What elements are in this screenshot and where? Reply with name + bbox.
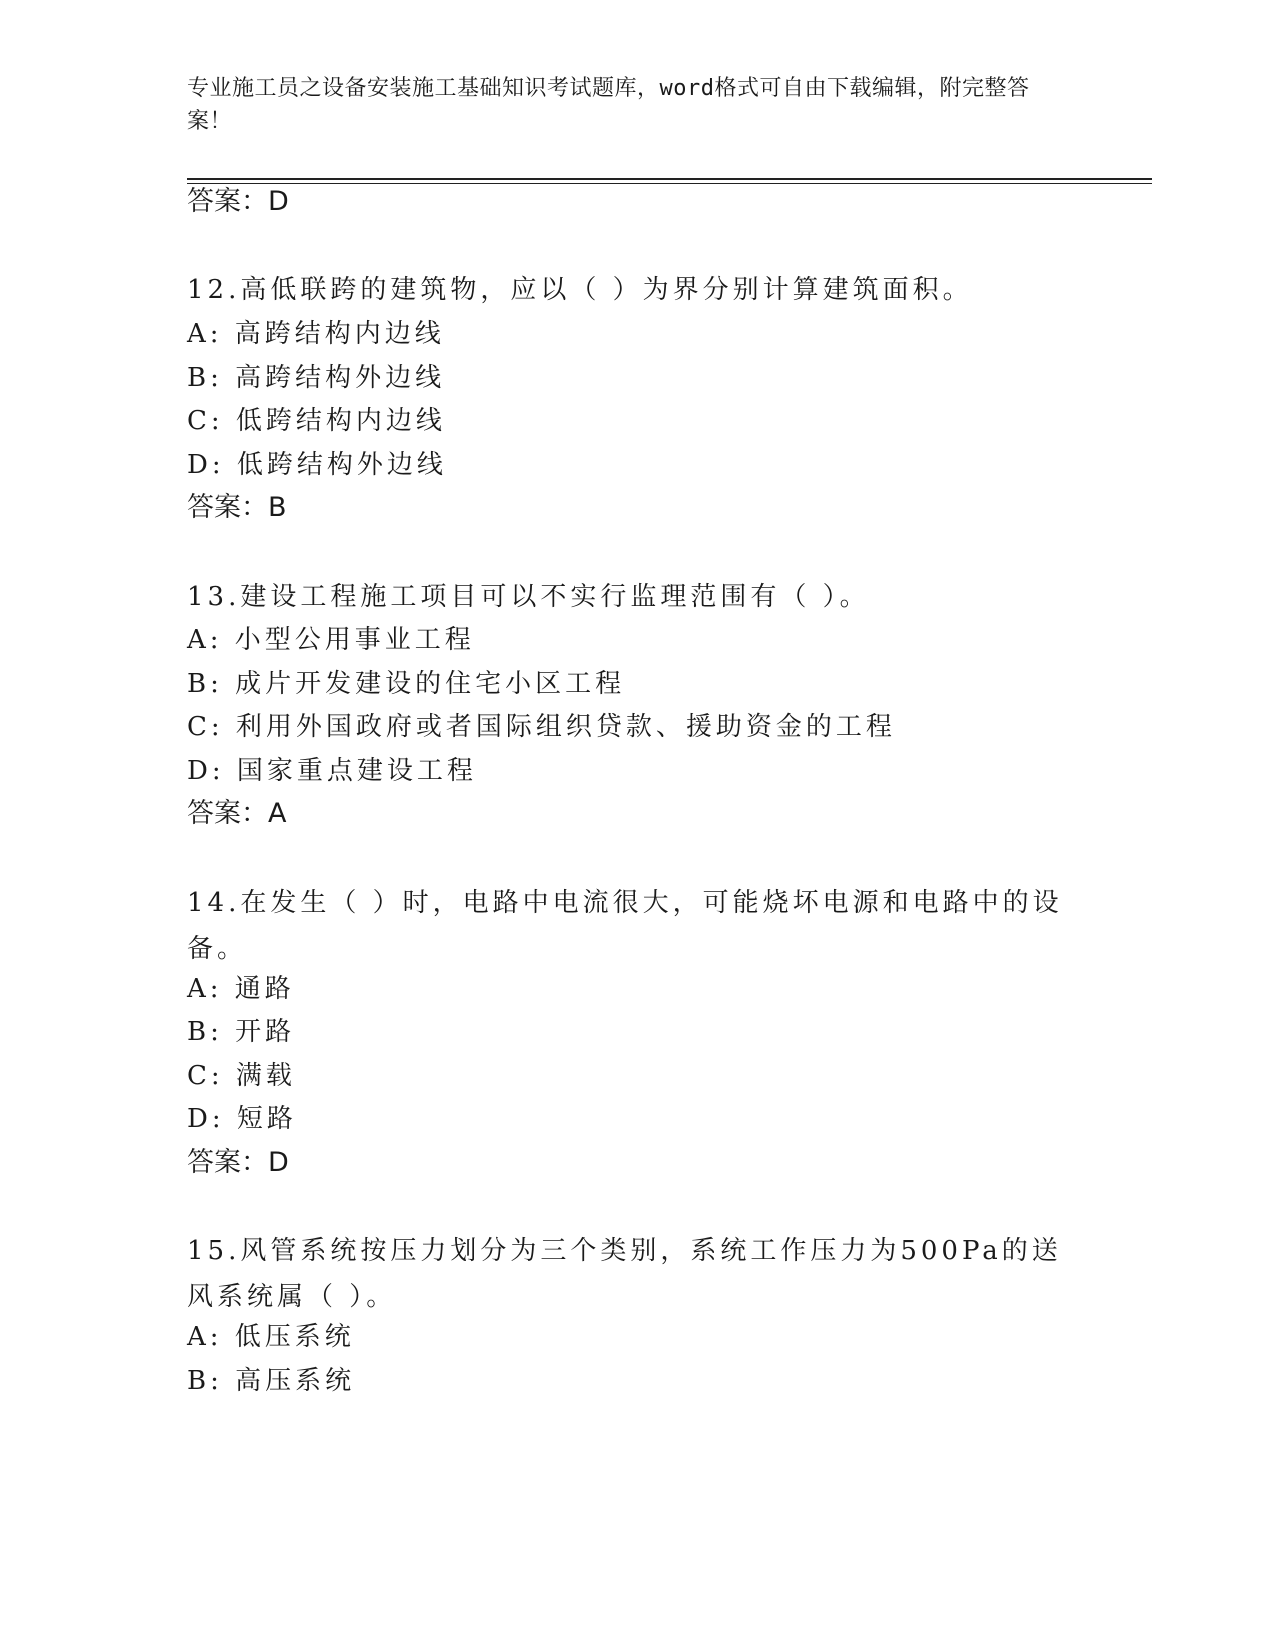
question-15-option-b: B: 高压系统 [187,1366,356,1396]
question-12-option-d: D: 低跨结构外边线 [187,450,447,480]
question-15-option-a: A: 低压系统 [187,1322,355,1352]
header-divider-thick [187,178,1152,180]
question-14-option-d: D: 短路 [187,1104,297,1134]
answer-12: 答案：B [187,492,287,523]
question-12-stem: 12.高低联跨的建筑物，应以（ ）为界分别计算建筑面积。 [187,275,973,305]
answer-13: 答案：A [187,798,287,829]
question-13-option-d: D: 国家重点建设工程 [187,756,477,786]
question-15-stem: 15.风管系统按压力划分为三个类别，系统工作压力为500Pa的送风系统属（ ）。 [187,1236,1062,1312]
question-14-option-c: C: 满载 [187,1061,296,1091]
answer-11: 答案：D [187,186,289,217]
header-divider-thin [187,183,1152,184]
question-13-option-c: C: 利用外国政府或者国际组织贷款、援助资金的工程 [187,712,896,742]
question-12-option-a: A: 高跨结构内边线 [187,319,445,349]
question-13-option-a: A: 小型公用事业工程 [187,625,475,655]
question-14-option-a: A: 通路 [187,974,295,1004]
question-14-option-b: B: 开路 [187,1017,296,1047]
question-14-stem: 14.在发生（ ）时，电路中电流很大，可能烧坏电源和电路中的设备。 [187,888,1063,964]
answer-14: 答案：D [187,1147,289,1178]
document-header: 专业施工员之设备安装施工基础知识考试题库，word格式可自由下载编辑，附完整答案！ [187,76,1030,134]
question-12-option-b: B: 高跨结构外边线 [187,363,446,393]
question-13-option-b: B: 成片开发建设的住宅小区工程 [187,669,626,699]
question-13-stem: 13.建设工程施工项目可以不实行监理范围有（ ）。 [187,582,870,612]
question-12-option-c: C: 低跨结构内边线 [187,406,446,436]
